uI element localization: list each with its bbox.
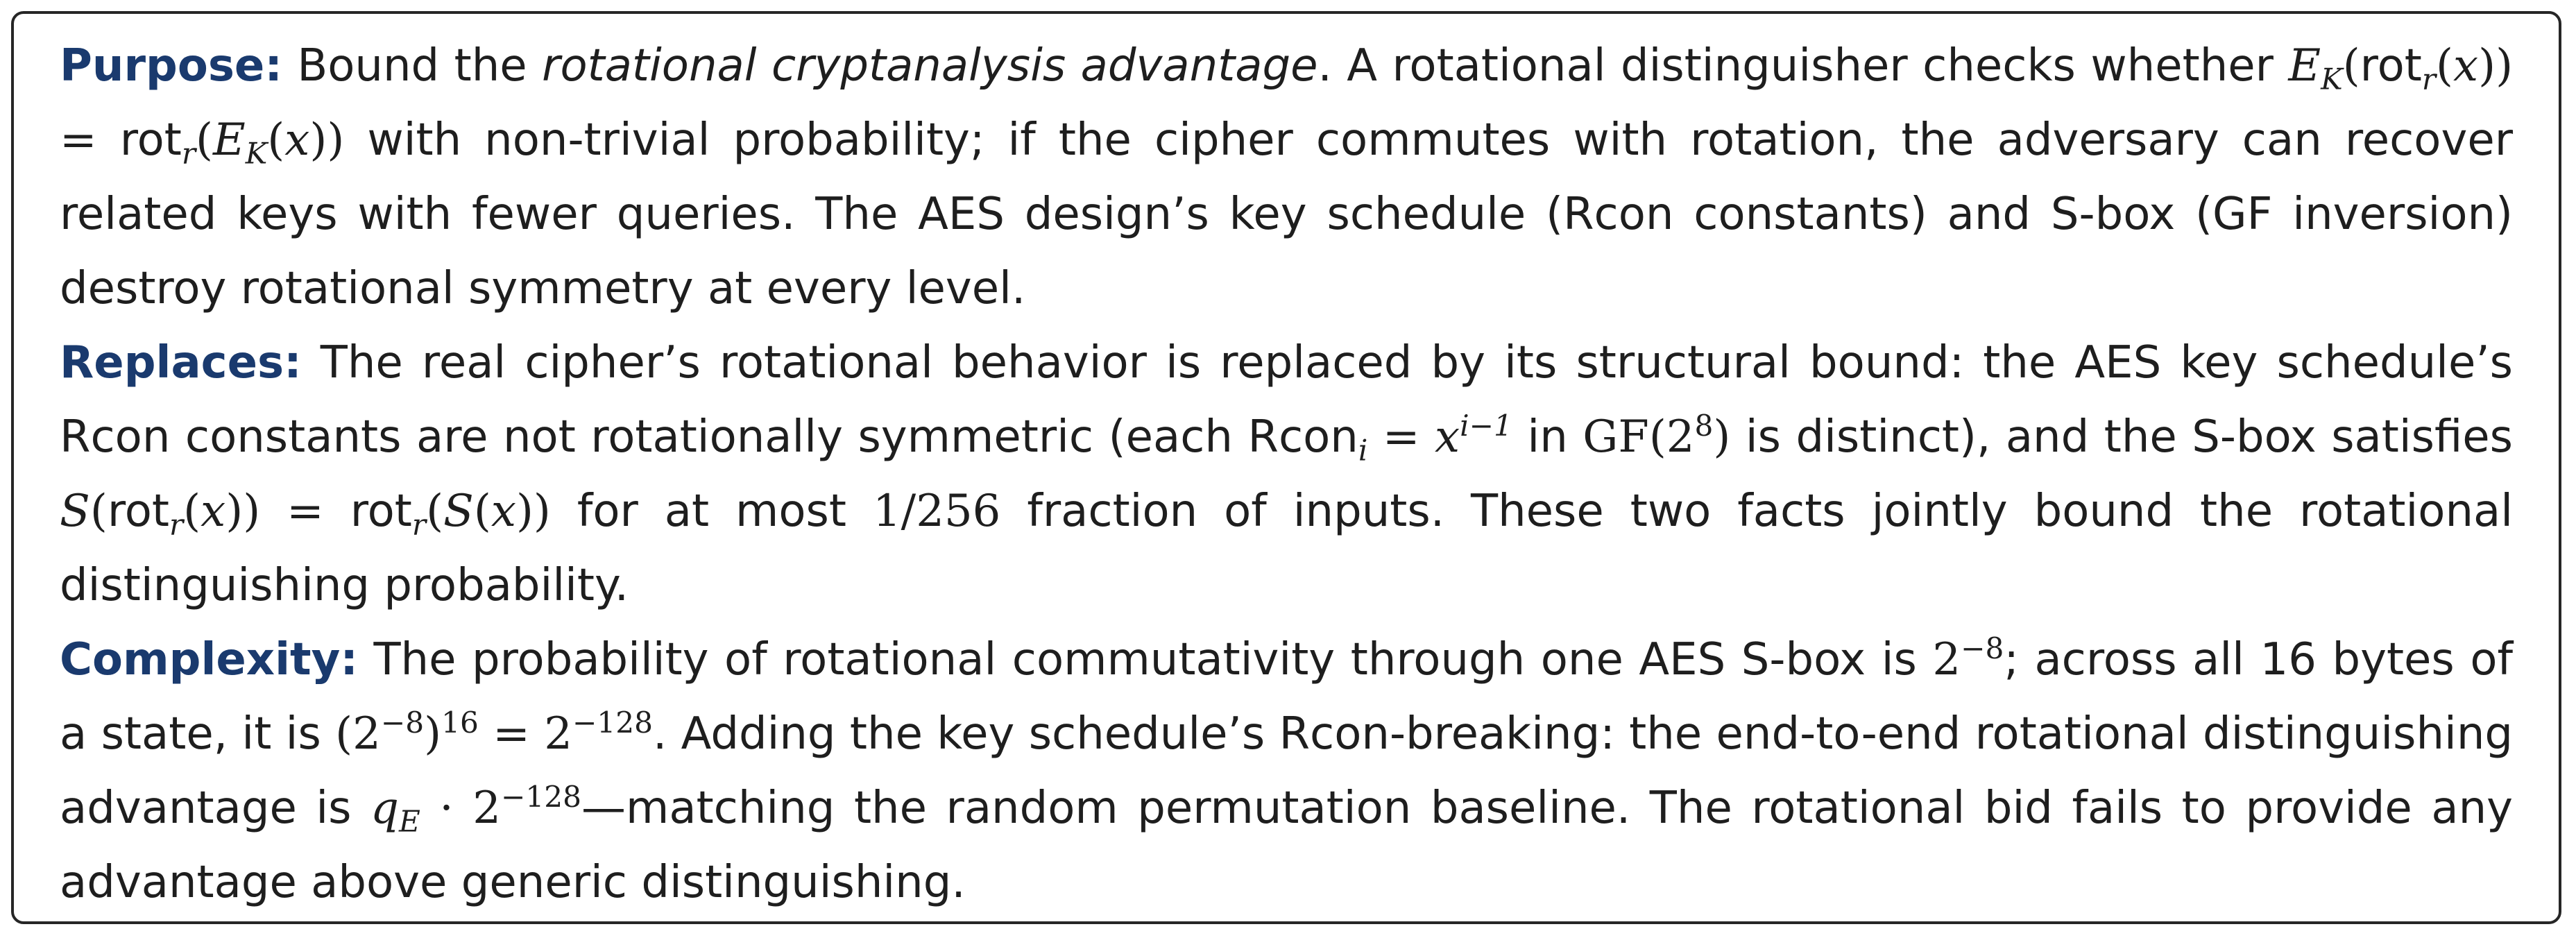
formula-two-neg8: $2^{-8}$	[1932, 631, 2004, 685]
complexity-text-4: —matching the random permutation baseline. The rotational bid fails to provide any advantage above generic distinguishing.	[60, 783, 2513, 908]
replaces-text-2: in	[1512, 411, 1583, 463]
replaces-text-1: The real cipher’s rotational behavior is replaced by its structural bound: the AES key schedule’s Rcon constants are not rotationally symmetric (each	[60, 337, 2513, 463]
purpose-paragraph	[60, 29, 2513, 326]
formula-advantage: $q_E \cdot 2^{-128}$	[370, 779, 582, 839]
replaces-paragraph	[60, 326, 2513, 623]
formula-sbox-commute: S(rot$_r$(x)) = rot$_r$(S(x))	[60, 486, 551, 542]
purpose-text-3: with non-trivial probability; if the cipher commutes with rotation, the adversary can recover related keys with fewer queries. The AES design’s key schedule (Rcon constants) and S-box (GF inversion) destroy rotational symmetry at every level.	[60, 114, 2514, 314]
formula-state-prob: $(2^{-8})^{16} = 2^{-128}$	[335, 705, 653, 760]
replaces-text-5: fraction of inputs. These two facts jointly bound the rotational distinguishing probability.	[60, 486, 2514, 611]
purpose-text-2: . A rotational distinguisher checks whether	[1317, 40, 2289, 92]
formula-fraction: 1/256	[872, 486, 1001, 537]
complexity-text-1: The probability of rotational commutativity through one AES S-box is	[357, 634, 1933, 685]
complexity-label: Complexity:	[60, 634, 358, 685]
purpose-label: Purpose:	[60, 40, 282, 92]
complexity-text-2: ; across all 16 bytes of a state, it is	[60, 634, 2514, 760]
replaces-text-4: for at most	[550, 486, 873, 537]
complexity-text-3: . Adding the key schedule’s Rcon-breaking: the end-to-end rotational distinguishing advantage is	[60, 708, 2514, 834]
definition-box	[11, 11, 2561, 924]
purpose-text-1: Bound the	[282, 40, 543, 92]
formula-rcon: Rcon$_i$ = $x^{i-1}$	[1247, 408, 1512, 468]
replaces-label: Replaces:	[60, 337, 302, 389]
formula-gf: $GF(2^8)$	[1583, 408, 1731, 463]
complexity-paragraph	[60, 623, 2513, 920]
replaces-text-3: is distinct), and the S-box satisfies	[1730, 411, 2514, 463]
purpose-emphasis: rotational cryptanalysis advantage	[542, 40, 1318, 92]
formula-rotational-commute: $E_K(rot_r(x)) = rot_r(E_K(x))$	[60, 40, 2514, 171]
